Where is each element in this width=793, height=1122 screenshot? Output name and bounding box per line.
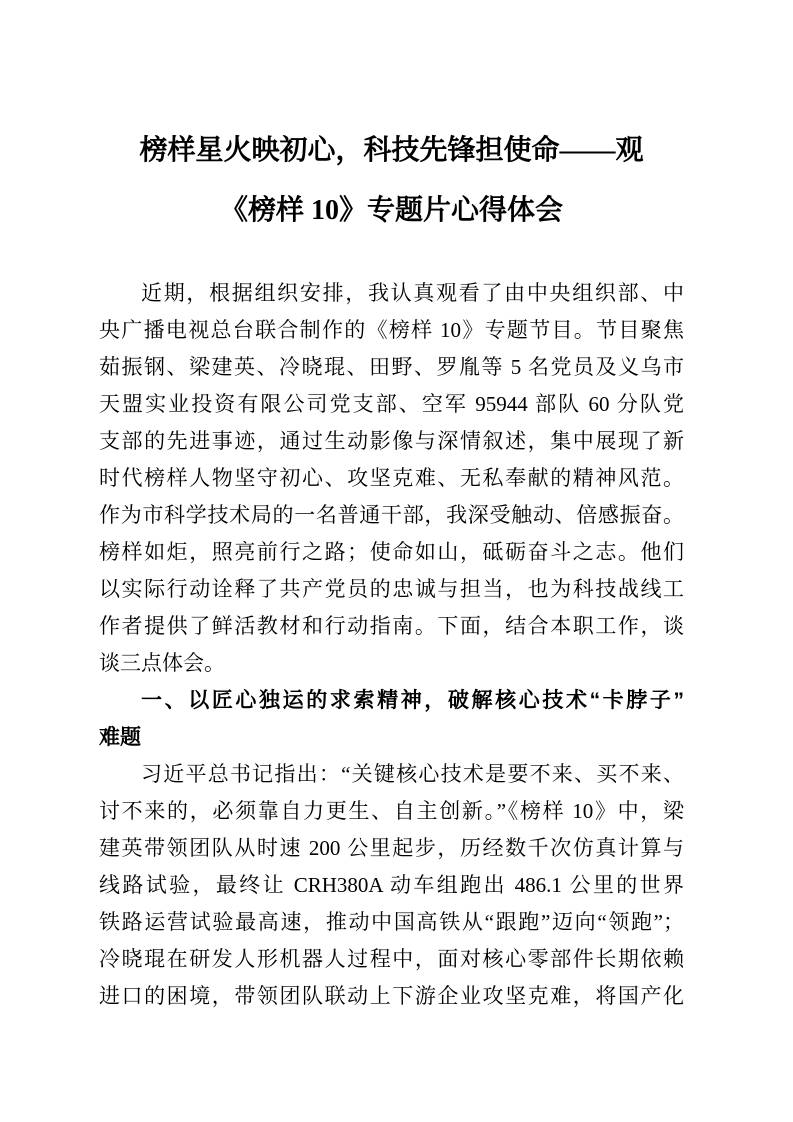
document-title xyxy=(99,121,684,241)
body-text-line: 作为市科学技术局的一名普通干部，我深受触动、倍感振奋。 xyxy=(99,503,684,527)
document-title-line-2: 《榜样 10》专题片心得体会 xyxy=(219,195,563,226)
body-text-line: 冷晓琨在研发人形机器人过程中，面对核心零部件长期依赖 xyxy=(99,947,684,971)
body-text-line: 谈三点体会。 xyxy=(99,651,225,675)
heading-line: 一、以匠心独运的求索精神，破解核心技术“卡脖子” xyxy=(141,689,684,712)
section-heading xyxy=(99,682,684,756)
body-text-line: 讨不来的，必须靠自力更生、自主创新。”《榜样 10》中，梁 xyxy=(99,799,684,823)
body-text-line: 茹振钢、梁建英、冷晓琨、田野、罗胤等 5 名党员及义乌市 xyxy=(99,355,684,379)
heading-line: 难题 xyxy=(99,726,141,749)
body-text-line: 央广播电视总台联合制作的《榜样 10》专题节目。节目聚焦 xyxy=(99,318,684,342)
body-text-line: 近期，根据组织安排，我认真观看了由中央组织部、中 xyxy=(141,281,684,305)
document-body xyxy=(99,275,684,1015)
document-title-line-1: 榜样星火映初心，科技先锋担使命——观 xyxy=(139,135,644,166)
paragraph xyxy=(99,275,684,682)
body-text-line: 支部的先进事迹，通过生动影像与深情叙述，集中展现了新 xyxy=(99,429,684,453)
body-text-line: 天盟实业投资有限公司党支部、空军 95944 部队 60 分队党 xyxy=(99,392,684,416)
body-text-line: 作者提供了鲜活教材和行动指南。下面，结合本职工作，谈 xyxy=(99,614,684,638)
body-text-line: 进口的困境，带领团队联动上下游企业攻坚克难，将国产化 xyxy=(99,984,684,1008)
paragraph xyxy=(99,756,684,1015)
body-text-line: 线路试验，最终让 CRH380A 动车组跑出 486.1 公里的世界 xyxy=(99,873,684,897)
body-text-line: 习近平总书记指出：“关键核心技术是要不来、买不来、 xyxy=(141,762,684,786)
body-text-line: 时代榜样人物坚守初心、攻坚克难、无私奉献的精神风范。 xyxy=(99,466,684,490)
body-text-line: 铁路运营试验最高速，推动中国高铁从“跟跑”迈向“领跑”； xyxy=(99,910,684,934)
body-text-line: 以实际行动诠释了共产党员的忠诚与担当，也为科技战线工 xyxy=(99,577,684,601)
body-text-line: 建英带领团队从时速 200 公里起步，历经数千次仿真计算与 xyxy=(99,836,684,860)
body-text-line: 榜样如炬，照亮前行之路；使命如山，砥砺奋斗之志。他们 xyxy=(99,540,684,564)
